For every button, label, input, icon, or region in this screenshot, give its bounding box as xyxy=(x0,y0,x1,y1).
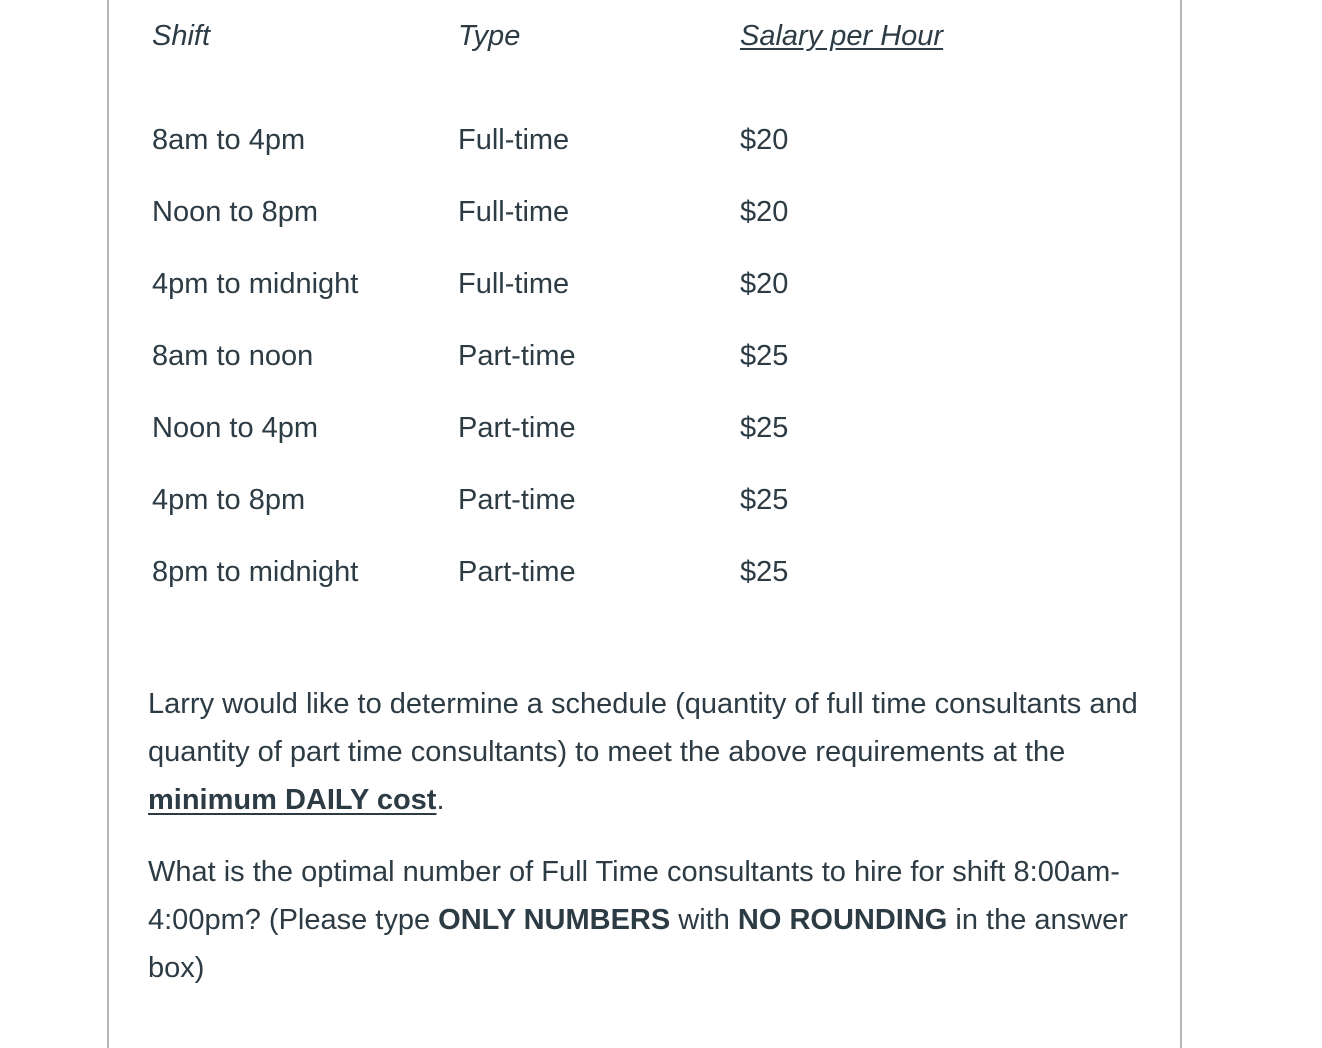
cell-type: Part-time xyxy=(458,412,576,444)
cell-salary: $20 xyxy=(740,268,789,300)
table-row xyxy=(152,536,1052,608)
cell-salary: $25 xyxy=(740,484,789,516)
table-header-row xyxy=(152,0,1052,80)
cell-type: Part-time xyxy=(458,484,576,516)
cell-shift: 4pm to 8pm xyxy=(152,484,306,516)
cell-salary: $25 xyxy=(740,556,789,588)
cell-shift: 4pm to midnight xyxy=(152,268,359,300)
cell-salary: $20 xyxy=(740,196,789,228)
shift-table xyxy=(152,0,1052,588)
description-period: . xyxy=(436,784,445,816)
cell-type: Full-time xyxy=(458,268,570,300)
minimum-daily-cost-emphasis: minimum DAILY cost xyxy=(148,784,437,816)
table-row xyxy=(152,320,1052,392)
cell-type: Part-time xyxy=(458,340,576,372)
description-text: Larry would like to determine a schedule (quantity of full time consultants and quantity of part time consultants) to meet the above requirements at the xyxy=(148,688,1138,768)
question-part-2: with xyxy=(670,904,738,936)
header-shift: Shift xyxy=(152,20,211,52)
cell-type: Full-time xyxy=(458,124,570,156)
question-only-numbers: ONLY NUMBERS xyxy=(438,904,671,936)
cell-shift: 8am to 4pm xyxy=(152,124,306,156)
cell-type: Part-time xyxy=(458,556,576,588)
schedule-description xyxy=(148,680,1138,824)
cell-type: Full-time xyxy=(458,196,570,228)
cell-shift: 8pm to midnight xyxy=(152,556,359,588)
question-no-rounding: NO ROUNDING xyxy=(737,904,948,936)
question-part-3: in the answer box) xyxy=(148,904,1128,984)
cell-salary: $20 xyxy=(740,124,789,156)
header-type: Type xyxy=(458,20,521,52)
question-text xyxy=(148,848,1138,992)
table-row xyxy=(152,176,1052,248)
cell-shift: 8am to noon xyxy=(152,340,314,372)
cell-shift: Noon to 4pm xyxy=(152,412,319,444)
table-row xyxy=(152,392,1052,464)
header-salary: Salary per Hour xyxy=(740,20,944,52)
question-part-1: What is the optimal number of Full Time consultants to hire for shift 8:00am-4:00pm? (Please type xyxy=(148,856,1120,936)
table-row xyxy=(152,248,1052,320)
table-body xyxy=(152,104,1052,608)
cell-shift: Noon to 8pm xyxy=(152,196,319,228)
cell-salary: $25 xyxy=(740,412,789,444)
table-row xyxy=(152,464,1052,536)
table-row xyxy=(152,104,1052,176)
cell-salary: $25 xyxy=(740,340,789,372)
